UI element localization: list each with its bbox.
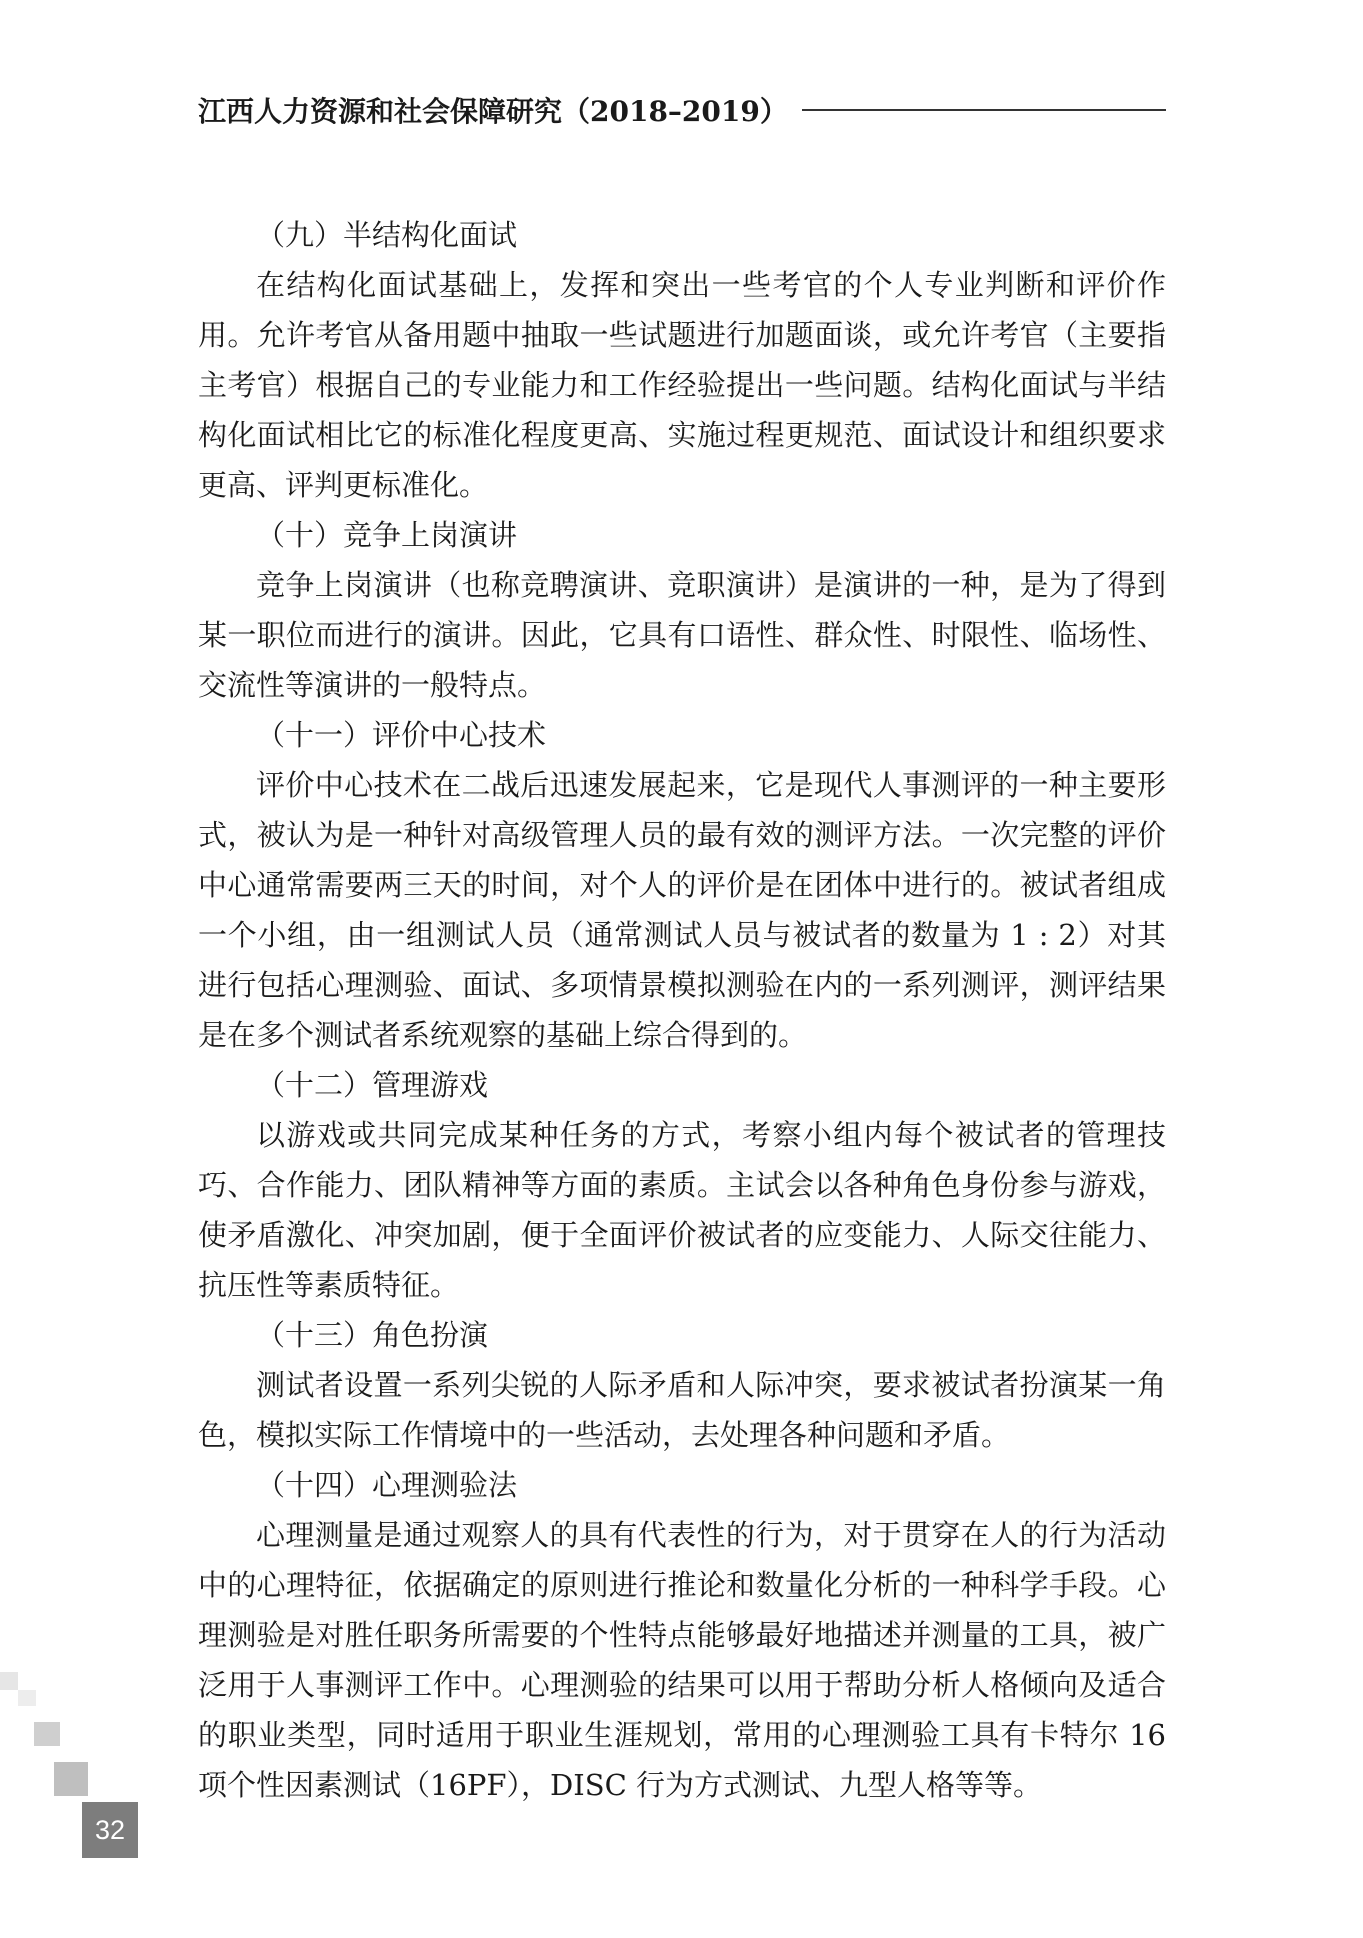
book-title: 江西人力资源和社会保障研究（2018–2019） (198, 95, 788, 128)
page-body (198, 210, 1166, 1810)
section-paragraph-13: 测试者设置一系列尖锐的人际矛盾和人际冲突，要求被试者扮演某一角色，模拟实际工作情境中的一些活动，去处理各种问题和矛盾。 (198, 1368, 1166, 1452)
section-paragraph-10: 竞争上岗演讲（也称竞聘演讲、竞职演讲）是演讲的一种，是为了得到某一职位而进行的演讲。因此，它具有口语性、群众性、时限性、临场性、交流性等演讲的一般特点。 (198, 568, 1166, 702)
section-heading-10: （十）竞争上岗演讲 (256, 518, 518, 552)
decor-square (0, 1672, 18, 1690)
section-paragraph-14: 心理测量是通过观察人的具有代表性的行为，对于贯穿在人的行为活动中的心理特征，依据确定的原则进行推论和数量化分析的一种科学手段。心理测验是对胜任职务所需要的个性特点能够最好地描述并测量的工具，被广泛用于人事测评工作中。心理测验的结果可以用于帮助分析人格倾向及适合的职业类型，同时适用于职业生涯规划，常用的心理测验工具有卡特尔 16 项个性因素测试（16PF），DISC 行为方式测试、九型人格等等。 (198, 1518, 1166, 1802)
section-paragraph-11: 评价中心技术在二战后迅速发展起来，它是现代人事测评的一种主要形式，被认为是一种针对高级管理人员的最有效的测评方法。一次完整的评价中心通常需要两三天的时间，对个人的评价是在团体中进行的。被试者组成一个小组，由一组测试人员（通常测试人员与被试者的数量为 1 : 2）对其进行包括心理测验、面试、多项情景模拟测验在内的一系列测评，测评结果是在多个测试者系统观察的基础上综合得到的。 (198, 768, 1166, 1052)
decor-square (34, 1722, 60, 1746)
decor-square (18, 1690, 36, 1706)
section-heading-13: （十三）角色扮演 (256, 1318, 489, 1352)
section-heading-9: （九）半结构化面试 (256, 218, 518, 252)
section-heading-11: （十一）评价中心技术 (256, 718, 547, 752)
section-heading-12: （十二）管理游戏 (256, 1068, 489, 1102)
page-number: 32 (82, 1802, 138, 1858)
header-rule (802, 109, 1166, 111)
decor-square (54, 1762, 88, 1796)
section-paragraph-9: 在结构化面试基础上，发挥和突出一些考官的个人专业判断和评价作用。允许考官从备用题中抽取一些试题进行加题面谈，或允许考官（主要指主考官）根据自己的专业能力和工作经验提出一些问题。结构化面试与半结构化面试相比它的标准化程度更高、实施过程更规范、面试设计和组织要求更高、评判更标准化。 (198, 268, 1166, 502)
running-header (198, 88, 1166, 132)
section-paragraph-12: 以游戏或共同完成某种任务的方式，考察小组内每个被试者的管理技巧、合作能力、团队精神等方面的素质。主试会以各种角色身份参与游戏，使矛盾激化、冲突加剧，便于全面评价被试者的应变能力、人际交往能力、抗压性等素质特征。 (198, 1118, 1166, 1302)
section-heading-14: （十四）心理测验法 (256, 1468, 518, 1502)
